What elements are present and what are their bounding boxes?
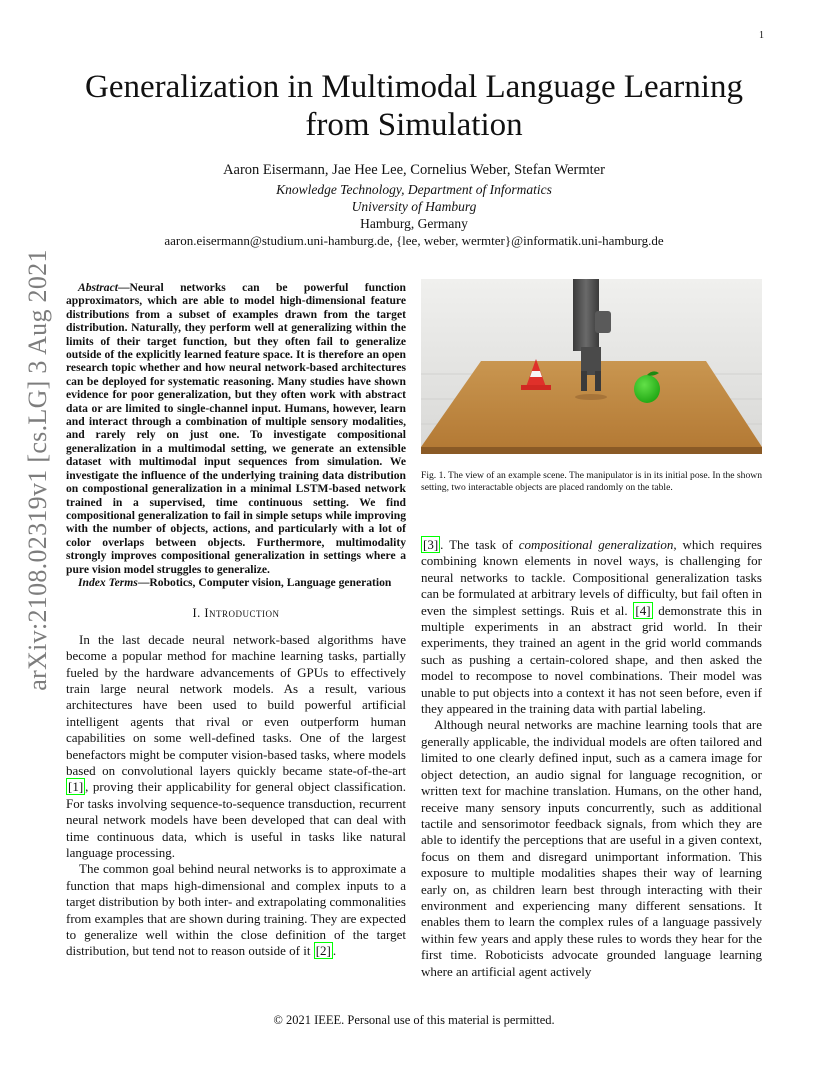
robot-shadow [575, 394, 607, 400]
intro-paragraph-1 [66, 632, 406, 862]
intro-p1-text-end: , proving their applicability for general object classification. For tasks involving sequence-to-sequence transduction, recurrent neural network models have been developed that can deal with time continuous data, which is useful in tasks like natural language processing. [66, 779, 406, 861]
paper-title: Generalization in Multimodal Language Learning from Simulation [85, 69, 743, 143]
index-terms-label: Index Terms [78, 575, 138, 589]
index-terms-text: —Robotics, Computer vision, Language generation [137, 575, 392, 589]
intro-p2-text-end: . [332, 943, 337, 959]
robot-gripper-left [581, 371, 587, 391]
arxiv-stamp-text: arXiv:2108.02319v1 [cs.LG] 3 Aug 2021 [23, 249, 52, 691]
traffic-cone-base [521, 385, 551, 390]
citation-link-2[interactable]: [2] [315, 943, 331, 959]
intro-p2-text: The common goal behind neural networks is to approximate a function that maps high-dimensional and complex inputs to a target distribution by both inter- and extrapolating commonalities from examples that are shown during training. They are expected to generalize well within the close definition of the target distribution, but tend not to reason outside of it [66, 861, 406, 959]
left-column [66, 281, 406, 960]
traffic-cone-stripe [530, 371, 542, 377]
figure-1-scene [421, 279, 762, 454]
scene-image [421, 279, 762, 454]
abstract-label: Abstract [78, 281, 118, 294]
section-heading-introduction [66, 605, 406, 621]
right-paragraph-2: Although neural networks are machine learning tools that are generally applicable, the individual models are often tailored and limited to one clearly defined input, such as a camera image for object detection, an audio signal for language recognition, or written text for machine translation. Humans, on the other hand, receive many sensory inputs concurrently, such as additional tactile and sensorimotor feedback signals, from which they are able to identify the perceptions that are useful in a given context, focus on them and disregard unimportant information. This exposure to multiple modalities shapes their way of learning early on, as children learn best through interacting with their environment and experiencing many different sensations. It enables them to learn the complex rules of a language passively within few years and apply these rules to words they hear for the first time. Roboticists advocate grounded language learning where an artificial agent actively [421, 717, 762, 979]
citation-link-3[interactable]: [3] [423, 537, 439, 552]
table-edge [421, 447, 762, 454]
affiliation-department: Knowledge Technology, Department of Informatics [276, 182, 552, 197]
citation-link-1[interactable]: [1] [68, 779, 84, 795]
intro-p1-text: In the last decade neural network-based algorithms have become a popular method for machine learning tasks, partially fueled by the hardware advancements of GPUs to effectively train large neural network models. As a result, various architectures have been used to build powerful artificial intelligent agents that rival or even outperform human capabilities on some well-defined tasks. One of the largest benefactors might be computer vision-based tasks, where models based on convolutional layers quickly became state-of-the-art [66, 631, 406, 778]
green-apple [634, 375, 660, 403]
right-p1-text-a: . The task of [440, 537, 519, 552]
author-block [60, 162, 768, 249]
abstract [66, 281, 406, 576]
right-p1-emphasis: compositional generalization [518, 537, 674, 552]
affiliation-university: University of Hamburg [351, 199, 477, 214]
right-paragraph-1 [421, 537, 762, 717]
author-emails: aaron.eisermann@studium.uni-hamburg.de, {lee, weber, wermter}@informatik.uni-hamburg.de [164, 233, 664, 248]
author-names: Aaron Eisermann, Jae Hee Lee, Cornelius Weber, Stefan Wermter [223, 162, 605, 178]
abstract-text: —Neural networks can be powerful function approximators, which are able to model high-dimensional feature distributions from a subset of examples drawn from the target distribution. Naturally, they perform well at generalizing within the limits of their target function, but they often fail to generalize outside of the explicitly learned feature space. It is therefore an open research topic whether and how neural network-based architectures can be deployed for systematic reasoning. Many studies have shown evidence for poor generalization, but they often work with abstract data or are limited to single-channel input. Humans, however, learn and interact through a combination of multiple sensory modalities, and rarely rely on just one. To investigate compositional generalization in a multimodal setting, we generate an extensible dataset with multimodal input sequences from simulation. We investigate the influence of the underlying training data distribution on compostional generalization in a minimal LSTM-based network trained in a supervised, time continuous setting. We find compositional generalization to fail in simple setups while improving with the number of objects, actions, and particularly with a lot of color overlaps between objects. Furthermore, multimodality strongly improves compositional generalization in settings where a pure vision model struggles to generalize. [66, 281, 406, 576]
figure-1-caption: Fig. 1. The view of an example scene. The manipulator is in its initial pose. In the shown setting, two interactable objects are placed randomly on the table. [421, 470, 762, 493]
right-p1-text-c: demonstrate this in multiple experiments in an abstract grid world. In their experiments, they trained an agent in the grid world commands such as pushing a certain-colored shape, and then asked the model to recompose to novel combinations. Their model was unable to put objects into a context it has not seen before, even if they appeared in the training data with partial labeling. [421, 602, 762, 717]
copyright-footer: © 2021 IEEE. Personal use of this material is permitted. [273, 1013, 555, 1027]
robot-arm-joint [595, 311, 611, 333]
affiliation-location: Hamburg, Germany [360, 216, 468, 231]
section-heading-text: I. Introduction [192, 606, 280, 621]
right-column [421, 537, 762, 980]
robot-arm-wrist [581, 347, 601, 375]
right-p1-text-b: , which requires combining known elements in novel ways, is challenging for neural networks to tackle. Compositional generalization tasks can be formulated at arbitrary levels of difficulty, but fail often in even the simplest settings. Ruis et al. [421, 537, 762, 618]
intro-paragraph-2 [66, 861, 406, 959]
index-terms [66, 576, 406, 589]
page-number: 1 [759, 30, 764, 41]
citation-link-4[interactable]: [4] [635, 602, 651, 618]
robot-gripper-right [595, 371, 601, 391]
